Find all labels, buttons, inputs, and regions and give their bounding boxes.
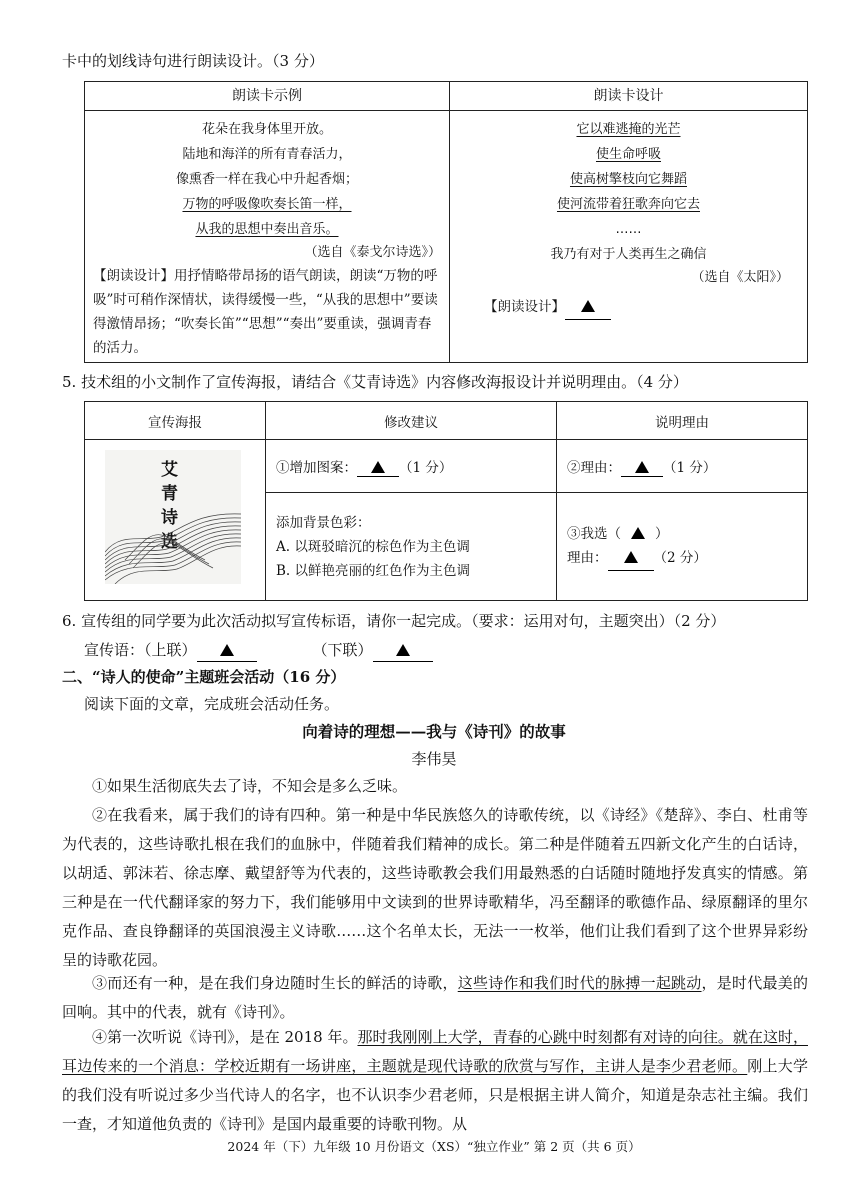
design-poem-line-underlined: 使生命呼吸 (595, 147, 661, 162)
example-poem-line-underlined: 从我的思想中奏出音乐。 (195, 222, 339, 237)
design-poem-line-underlined: 使河流带着狂歌奔向它去 (556, 197, 700, 212)
poster-cell (85, 440, 266, 601)
example-source: （选自《泰戈尔诗选》） (304, 245, 441, 260)
design-poem-ellipsis: …… (615, 222, 642, 237)
page-footer: 2024 年（下）九年级 10 月份语文（XS）“独立作业” 第 2 页（共 6 页） (227, 1139, 641, 1154)
example-poem-line: 花朵在我身体里开放。 (201, 122, 332, 137)
triangle-icon (371, 461, 385, 473)
choice-answer-blank[interactable] (621, 522, 655, 546)
triangle-icon (631, 527, 645, 539)
design-answer-row (450, 295, 807, 320)
paragraph-2: ②在我看来，属于我们的诗有四种。第一种是中华民族悠久的诗歌传统，以《诗经》《楚辞》、李白、杜甫等为代表的，这些诗歌扎根在我们的血脉中，伴随着我们精神的成长。第二种是伴随着五四新文化产生的白话诗，以胡适、郭沫若、徐志摩、戴望舒等为代表的，这些诗歌教会我们用最熟悉的白话随时随地抒发真实的情感。第三种是在一代代翻译家的努力下，我们能够用中文读到的世界诗歌精华，冯至翻译的歌德作品、绿原翻译的里尔克作品、查良铮翻译的英国浪漫主义诗歌……这个名单太长，无法一一枚举，他们让我们看到了这个世界异彩纷呈的诗歌花园。 (62, 806, 808, 969)
poster-image (105, 450, 241, 584)
header-example: 朗读卡示例 (85, 82, 450, 111)
upper-couplet-blank[interactable] (197, 639, 257, 662)
triangle-icon (635, 461, 649, 473)
example-poem-line: 陆地和海洋的所有青春活力， (182, 147, 352, 162)
design-answer-blank[interactable] (565, 295, 611, 320)
mountain-lines-graphic (105, 450, 241, 584)
triangle-icon (396, 644, 410, 656)
design-source: （选自《太阳》） (691, 270, 789, 285)
suggestion-2: 添加背景色彩： A. 以斑驳暗沉的棕色作为主色调 B. 以鲜艳亮丽的红色作为主色调 (266, 493, 557, 601)
col-poster: 宣传海报 (85, 402, 266, 440)
design-poem-line: 我乃有对于人类再生之确信 (550, 247, 707, 262)
reading-card-table (84, 81, 808, 363)
design-cell (450, 111, 808, 363)
suggestion-1: ①增加图案： （1 分） (266, 440, 557, 493)
paragraph-3: ③而还有一种，是在我们身边随时生长的鲜活的诗歌，这些诗作和我们时代的脉搏一起跳动，是时代最美的回响。其中的代表，就有《诗刊》。 (62, 974, 808, 1021)
lower-couplet-blank[interactable] (373, 639, 433, 662)
example-cell (85, 111, 450, 363)
article-title: 向着诗的理想——我与《诗刊》的故事 (302, 722, 566, 741)
reason-answer-blank[interactable] (621, 460, 663, 477)
reason-1: ②理由： （1 分） (557, 440, 808, 493)
q6-slogan-row: 宣传语：（上联） （下联） (84, 639, 808, 662)
design-label: 【朗读设计】 (484, 299, 565, 315)
triangle-icon (581, 300, 595, 312)
example-poem-line-underlined: 万物的呼吸像吹奏长笛一样， (182, 197, 352, 212)
reason2-answer-blank[interactable] (608, 546, 654, 571)
triangle-icon (624, 551, 638, 563)
paragraph-4: ④第一次听说《诗刊》，是在 2018 年。那时我刚刚上大学，青春的心跳中时刻都有对诗的向往。就在这时，耳边传来的一个消息：学校近期有一场讲座，主题就是现代诗歌的欣赏与写作，主讲人是李少君老师。刚上大学的我们没有听说过多少当代诗人的名字，也不认识李少君老师，只是根据主讲人简介，知道是杂志社主编。我们一查，才知道他负责的《诗刊》是国内最重要的诗歌刊物。从 (62, 1028, 808, 1133)
section2-heading: 二、“诗人的使命”主题班会活动（16 分） (62, 668, 346, 686)
pattern-answer-blank[interactable] (357, 460, 399, 477)
paragraph-3-underlined: 这些诗作和我们时代的脉搏一起跳动 (457, 974, 702, 992)
paragraph-4-underlined: 那时我刚刚上大学，青春的心跳中时刻都有对诗的向往。就在这时，耳边传来的一个消息：学校近期有一场讲座，主题就是现代诗歌的欣赏与写作，主讲人是李少君老师。 (62, 1028, 808, 1075)
paragraph-1: ①如果生活彻底失去了诗，不知会是多么乏味。 (92, 777, 408, 795)
col-suggestion: 修改建议 (266, 402, 557, 440)
triangle-icon (220, 644, 234, 656)
option-b[interactable]: B. 以鲜艳亮丽的红色作为主色调 (276, 562, 471, 579)
poster-title: 艾 青 诗 选 (161, 460, 179, 552)
q5-text: 5. 技术组的小文制作了宣传海报，请结合《艾青诗选》内容修改海报设计并说明理由。（4 分） (62, 373, 688, 391)
poster-table (84, 401, 808, 601)
example-design-text: 【朗读设计】用抒情略带昂扬的语气朗读，朗读“万物的呼吸”时可稍作深情状，读得缓慢一些，“从我的思想中”要读得激情昂扬；“吹奏长笛”“思想”“奏出”要重读，强调青春的活力。 (93, 268, 438, 356)
example-poem-line: 像熏香一样在我心中升起香烟； (175, 172, 358, 187)
design-poem-line-underlined: 使高树擎枝向它舞蹈 (569, 172, 687, 187)
design-poem-line-underlined: 它以难逃掩的光芒 (576, 122, 681, 137)
reason-2: ③我选（ ） 理由： （2 分） (557, 493, 808, 601)
article-author: 李伟昊 (411, 750, 457, 768)
header-design: 朗读卡设计 (450, 82, 808, 111)
col-reason: 说明理由 (557, 402, 808, 440)
section2-instruction: 阅读下面的文章，完成班会活动任务。 (84, 695, 340, 713)
option-a[interactable]: A. 以斑驳暗沉的棕色作为主色调 (276, 538, 470, 555)
q6-text: 6. 宣传组的同学要为此次活动拟写宣传标语，请你一起完成。（要求：运用对句，主题突出）（2 分） (62, 612, 726, 630)
intro-line: 卡中的划线诗句进行朗读设计。（3 分） (62, 52, 324, 70)
